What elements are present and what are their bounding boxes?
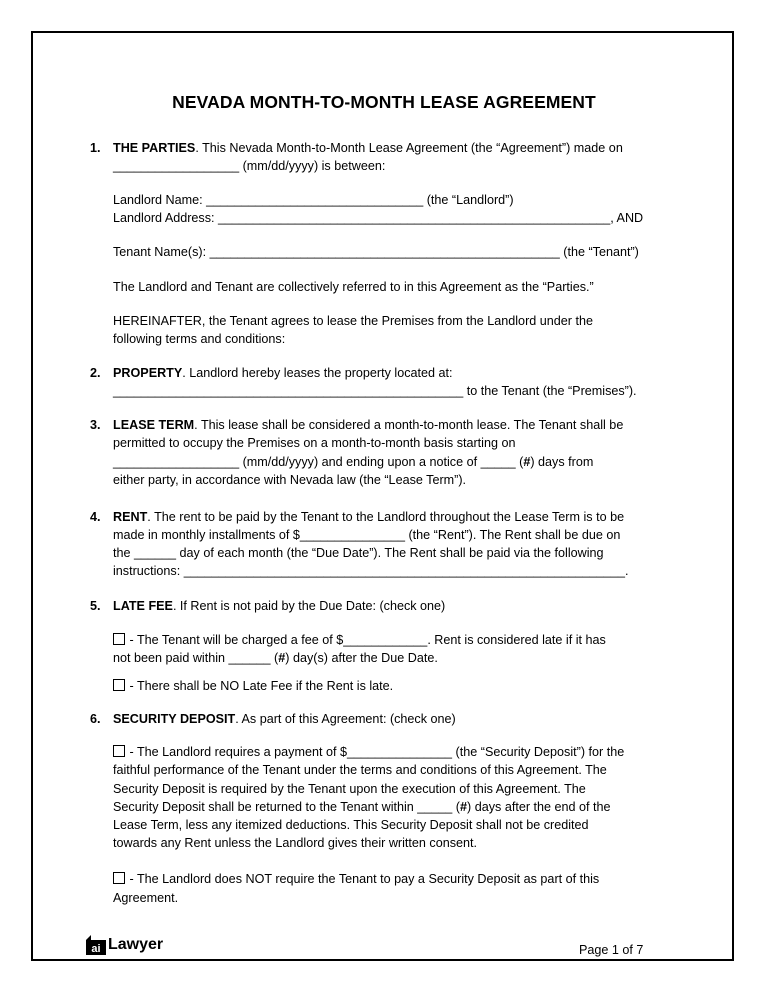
section-5-line-1 xyxy=(113,599,445,614)
hash-symbol: # xyxy=(278,651,286,665)
lease-start-text: __________________ (mm/dd/yyyy) and ending upon a notice of _____ ( xyxy=(113,455,524,469)
section-3-line-4: either party, in accordance with Nevada law (the “Lease Term”). xyxy=(113,473,467,487)
rent-due-day-field[interactable]: the ______ day of each month (the “Due Date”). The Rent shall be paid via the following xyxy=(113,546,604,560)
rent-amount-field[interactable]: made in monthly installments of $_______________ (the “Rent”). The Rent shall be due on xyxy=(113,528,621,542)
late-fee-option-1-text: - The Tenant will be charged a fee of $____________. Rent is considered late if it has xyxy=(126,633,606,647)
deposit-option-1-text: - The Landlord requires a payment of $_______________ (the “Security Deposit”) for the xyxy=(126,745,625,759)
logo-text: Lawyer xyxy=(108,936,164,953)
late-fee-option-1-line-2[interactable] xyxy=(113,651,438,666)
deposit-option-2 xyxy=(113,872,599,887)
section-2-text: . Landlord hereby leases the property located at: xyxy=(182,366,453,380)
section-4-line-1 xyxy=(113,510,624,525)
section-3-text: . This lease shall be considered a month-to-month lease. The Tenant shall be xyxy=(194,418,624,432)
section-1-heading: THE PARTIES xyxy=(113,141,196,155)
section-3-line-2: permitted to occupy the Premises on a month-to-month basis starting on xyxy=(113,436,516,450)
hash-symbol: # xyxy=(460,800,468,814)
section-2-number: 2. xyxy=(90,366,101,380)
section-2-line-1 xyxy=(113,366,453,381)
landlord-name-field[interactable]: Landlord Name: _______________________________ (the “Landlord”) xyxy=(113,193,514,207)
deposit-option-2-line-2: Agreement. xyxy=(113,891,179,905)
parties-statement: The Landlord and Tenant are collectively referred to in this Agreement as the “Parties.” xyxy=(113,280,594,294)
section-4-heading: RENT xyxy=(113,510,148,524)
section-1-text: . This Nevada Month-to-Month Lease Agreement (the “Agreement”) made on xyxy=(195,141,623,155)
deposit-option-1-line-3: Security Deposit is required by the Tenant upon the execution of this Agreement. The xyxy=(113,782,586,796)
deposit-checkbox-2[interactable] xyxy=(113,872,125,884)
logo-mark-icon xyxy=(86,935,106,955)
ailawyer-logo xyxy=(86,935,163,955)
deposit-option-1-line-4[interactable] xyxy=(113,800,611,815)
tenant-names-field[interactable]: Tenant Name(s): __________________________________________________ (the “Tenant”) xyxy=(113,245,639,259)
section-6-line-1 xyxy=(113,712,456,727)
section-2-heading: PROPERTY xyxy=(113,366,183,380)
hereinafter-line-2: following terms and conditions: xyxy=(113,332,286,346)
section-3-number: 3. xyxy=(90,418,101,432)
deposit-option-1-line-5: Lease Term, less any itemized deductions. This Security Deposit shall not be credited xyxy=(113,818,589,832)
page-number: Page 1 of 7 xyxy=(579,943,644,957)
section-1-line-2[interactable]: __________________ (mm/dd/yyyy) is between: xyxy=(113,159,386,173)
notice-days-text: ) days from xyxy=(530,455,594,469)
section-3-line-1 xyxy=(113,418,623,433)
section-4-number: 4. xyxy=(90,510,101,524)
deposit-checkbox-1[interactable] xyxy=(113,745,125,757)
hereinafter-line-1: HEREINAFTER, the Tenant agrees to lease the Premises from the Landlord under the xyxy=(113,314,593,328)
landlord-address-field[interactable]: Landlord Address: ________________________________________________________, AND xyxy=(113,211,644,225)
deposit-option-1-line-2: faithful performance of the Tenant under the terms and conditions of this Agreement. The xyxy=(113,763,607,777)
late-fee-days-suffix: ) day(s) after the Due Date. xyxy=(285,651,438,665)
section-1-number: 1. xyxy=(90,141,101,155)
hash-symbol: # xyxy=(523,455,531,469)
section-1-line-1 xyxy=(113,141,623,156)
section-5-number: 5. xyxy=(90,599,101,613)
rent-instructions-field[interactable]: instructions: _______________________________________________________________. xyxy=(113,564,629,578)
late-fee-checkbox-2[interactable] xyxy=(113,679,125,691)
section-6-number: 6. xyxy=(90,712,101,726)
late-fee-checkbox-1[interactable] xyxy=(113,633,125,645)
deposit-option-2-text: - The Landlord does NOT require the Tenant to pay a Security Deposit as part of this xyxy=(126,872,600,886)
deposit-return-suffix: ) days after the end of the xyxy=(467,800,611,814)
document-title: NEVADA MONTH-TO-MONTH LEASE AGREEMENT xyxy=(172,92,596,112)
late-fee-days-text: not been paid within ______ ( xyxy=(113,651,279,665)
deposit-option-1 xyxy=(113,745,624,760)
section-6-heading: SECURITY DEPOSIT xyxy=(113,712,236,726)
deposit-option-1-line-6: towards any Rent unless the Landlord gives their written consent. xyxy=(113,836,478,850)
deposit-return-text: Security Deposit shall be returned to the Tenant within _____ ( xyxy=(113,800,461,814)
section-5-heading: LATE FEE xyxy=(113,599,173,613)
section-4-text: . The rent to be paid by the Tenant to the Landlord throughout the Lease Term is to be xyxy=(147,510,625,524)
section-6-text: . As part of this Agreement: (check one) xyxy=(235,712,456,726)
late-fee-option-1 xyxy=(113,633,606,648)
lease-start-notice-field[interactable] xyxy=(113,455,593,470)
late-fee-option-2 xyxy=(113,679,393,694)
section-5-text: . If Rent is not paid by the Due Date: (check one) xyxy=(172,599,446,613)
logo-mark-text: ai xyxy=(91,943,101,955)
property-address-field[interactable]: __________________________________________________ to the Tenant (the “Premises”). xyxy=(113,384,637,398)
section-3-heading: LEASE TERM xyxy=(113,418,195,432)
late-fee-option-2-text: - There shall be NO Late Fee if the Rent is late. xyxy=(126,679,394,693)
